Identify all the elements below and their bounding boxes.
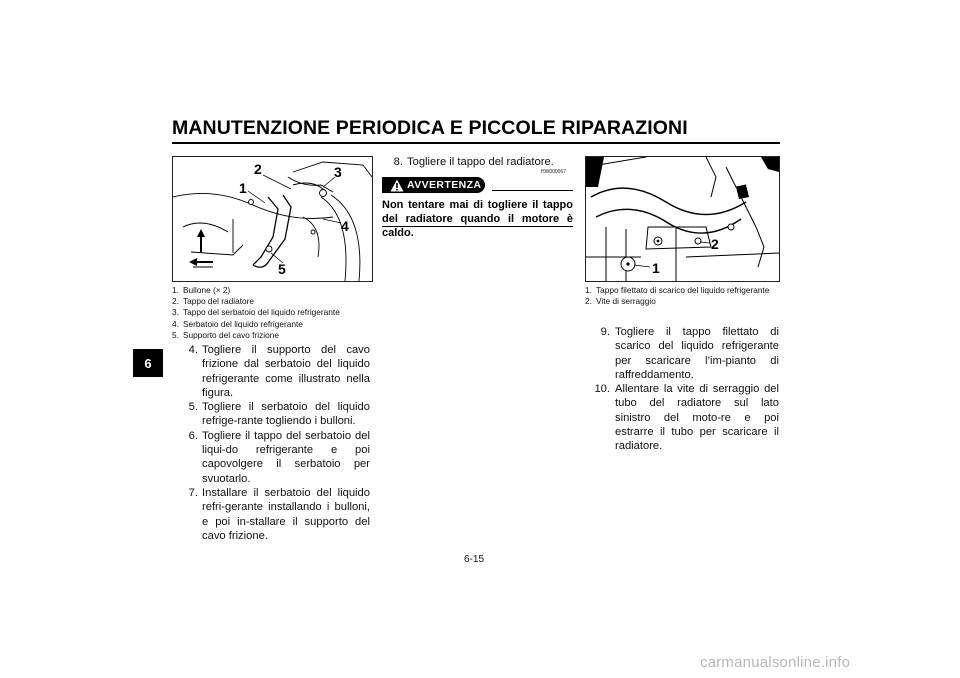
step-item: 4. Togliere il supporto del cavo frizione dal serbatoio del liquido refrigerante come illustrato nella figura. <box>188 344 370 399</box>
steps-list-left <box>180 343 370 543</box>
callout-1: 1 <box>652 260 660 276</box>
caption-item: 1. Tappo filettato di scarico del liquido refrigerante <box>585 285 770 295</box>
warning-divider <box>492 190 573 191</box>
step-item: 5. Togliere il serbatoio del liquido refrige-rante togliendo i bulloni. <box>188 401 370 428</box>
step-item: 9. Togliere il tappo filettato di scarico del liquido refrigerante per scaricare l’im-pianto di raffreddamento. <box>600 326 779 381</box>
callout-2: 2 <box>254 161 262 177</box>
callout-2: 2 <box>711 236 719 252</box>
radiator-drain-illustration <box>586 157 779 281</box>
page-number: 6-15 <box>464 554 485 565</box>
step-item: 6. Togliere il tappo del serbatoio del liqui-do refrigerante e poi capovolgere il serbatoio per svuotarlo. <box>188 429 370 485</box>
caption-item: 5. Supporto del cavo frizione <box>172 329 279 340</box>
caption-item: 3. Tappo del serbatoio del liquido refrigerante <box>172 307 340 318</box>
warning-code: HW000067 <box>541 169 567 175</box>
title-rule <box>172 142 780 144</box>
callout-1: 1 <box>239 180 247 196</box>
warning-header <box>382 177 573 193</box>
caption-list-right <box>585 285 780 307</box>
caption-item: 2. Vite di serraggio <box>585 296 656 307</box>
figure-radiator-drain <box>585 156 780 282</box>
caption-item: 4. Serbatoio del liquido refrigerante <box>172 318 303 329</box>
warning-bottom-rule <box>382 226 573 227</box>
step-item: 7. Installare il serbatoio del liquido refri-gerante installando i bulloni, e poi in-stallare il supporto del cavo frizione. <box>188 486 370 542</box>
step-item: 10. Allentare la vite di serraggio del tubo del radiatore sul lato sinistro del moto-re e poi estrarre il tubo per scaricare il radiatore. <box>594 383 779 453</box>
caption-list-left <box>172 285 372 341</box>
steps-list-middle <box>385 155 575 169</box>
callout-3: 3 <box>334 164 342 180</box>
watermark: carmanualsonline.info <box>700 654 851 671</box>
figure-coolant-reservoir <box>172 156 373 282</box>
callout-5: 5 <box>278 261 286 277</box>
caption-item: 1. Bullone (× 2) <box>172 285 231 295</box>
callout-4: 4 <box>341 218 349 234</box>
page-title: MANUTENZIONE PERIODICA E PICCOLE RIPARAZIONI <box>172 117 688 139</box>
step-item: 8. Togliere il tappo del radiatore. <box>393 156 554 168</box>
warning-badge <box>382 177 485 193</box>
warning-text: Non tentare mai di togliere il tappo del radiatore quando il motore è caldo. <box>382 199 573 239</box>
warning-triangle-icon <box>390 179 404 192</box>
coolant-reservoir-illustration <box>173 157 372 281</box>
caption-item: 2. Tappo del radiatore <box>172 296 255 307</box>
chapter-tab: 6 <box>133 349 163 377</box>
warning-label: AVVERTENZA <box>407 179 482 191</box>
steps-list-right <box>590 325 779 454</box>
